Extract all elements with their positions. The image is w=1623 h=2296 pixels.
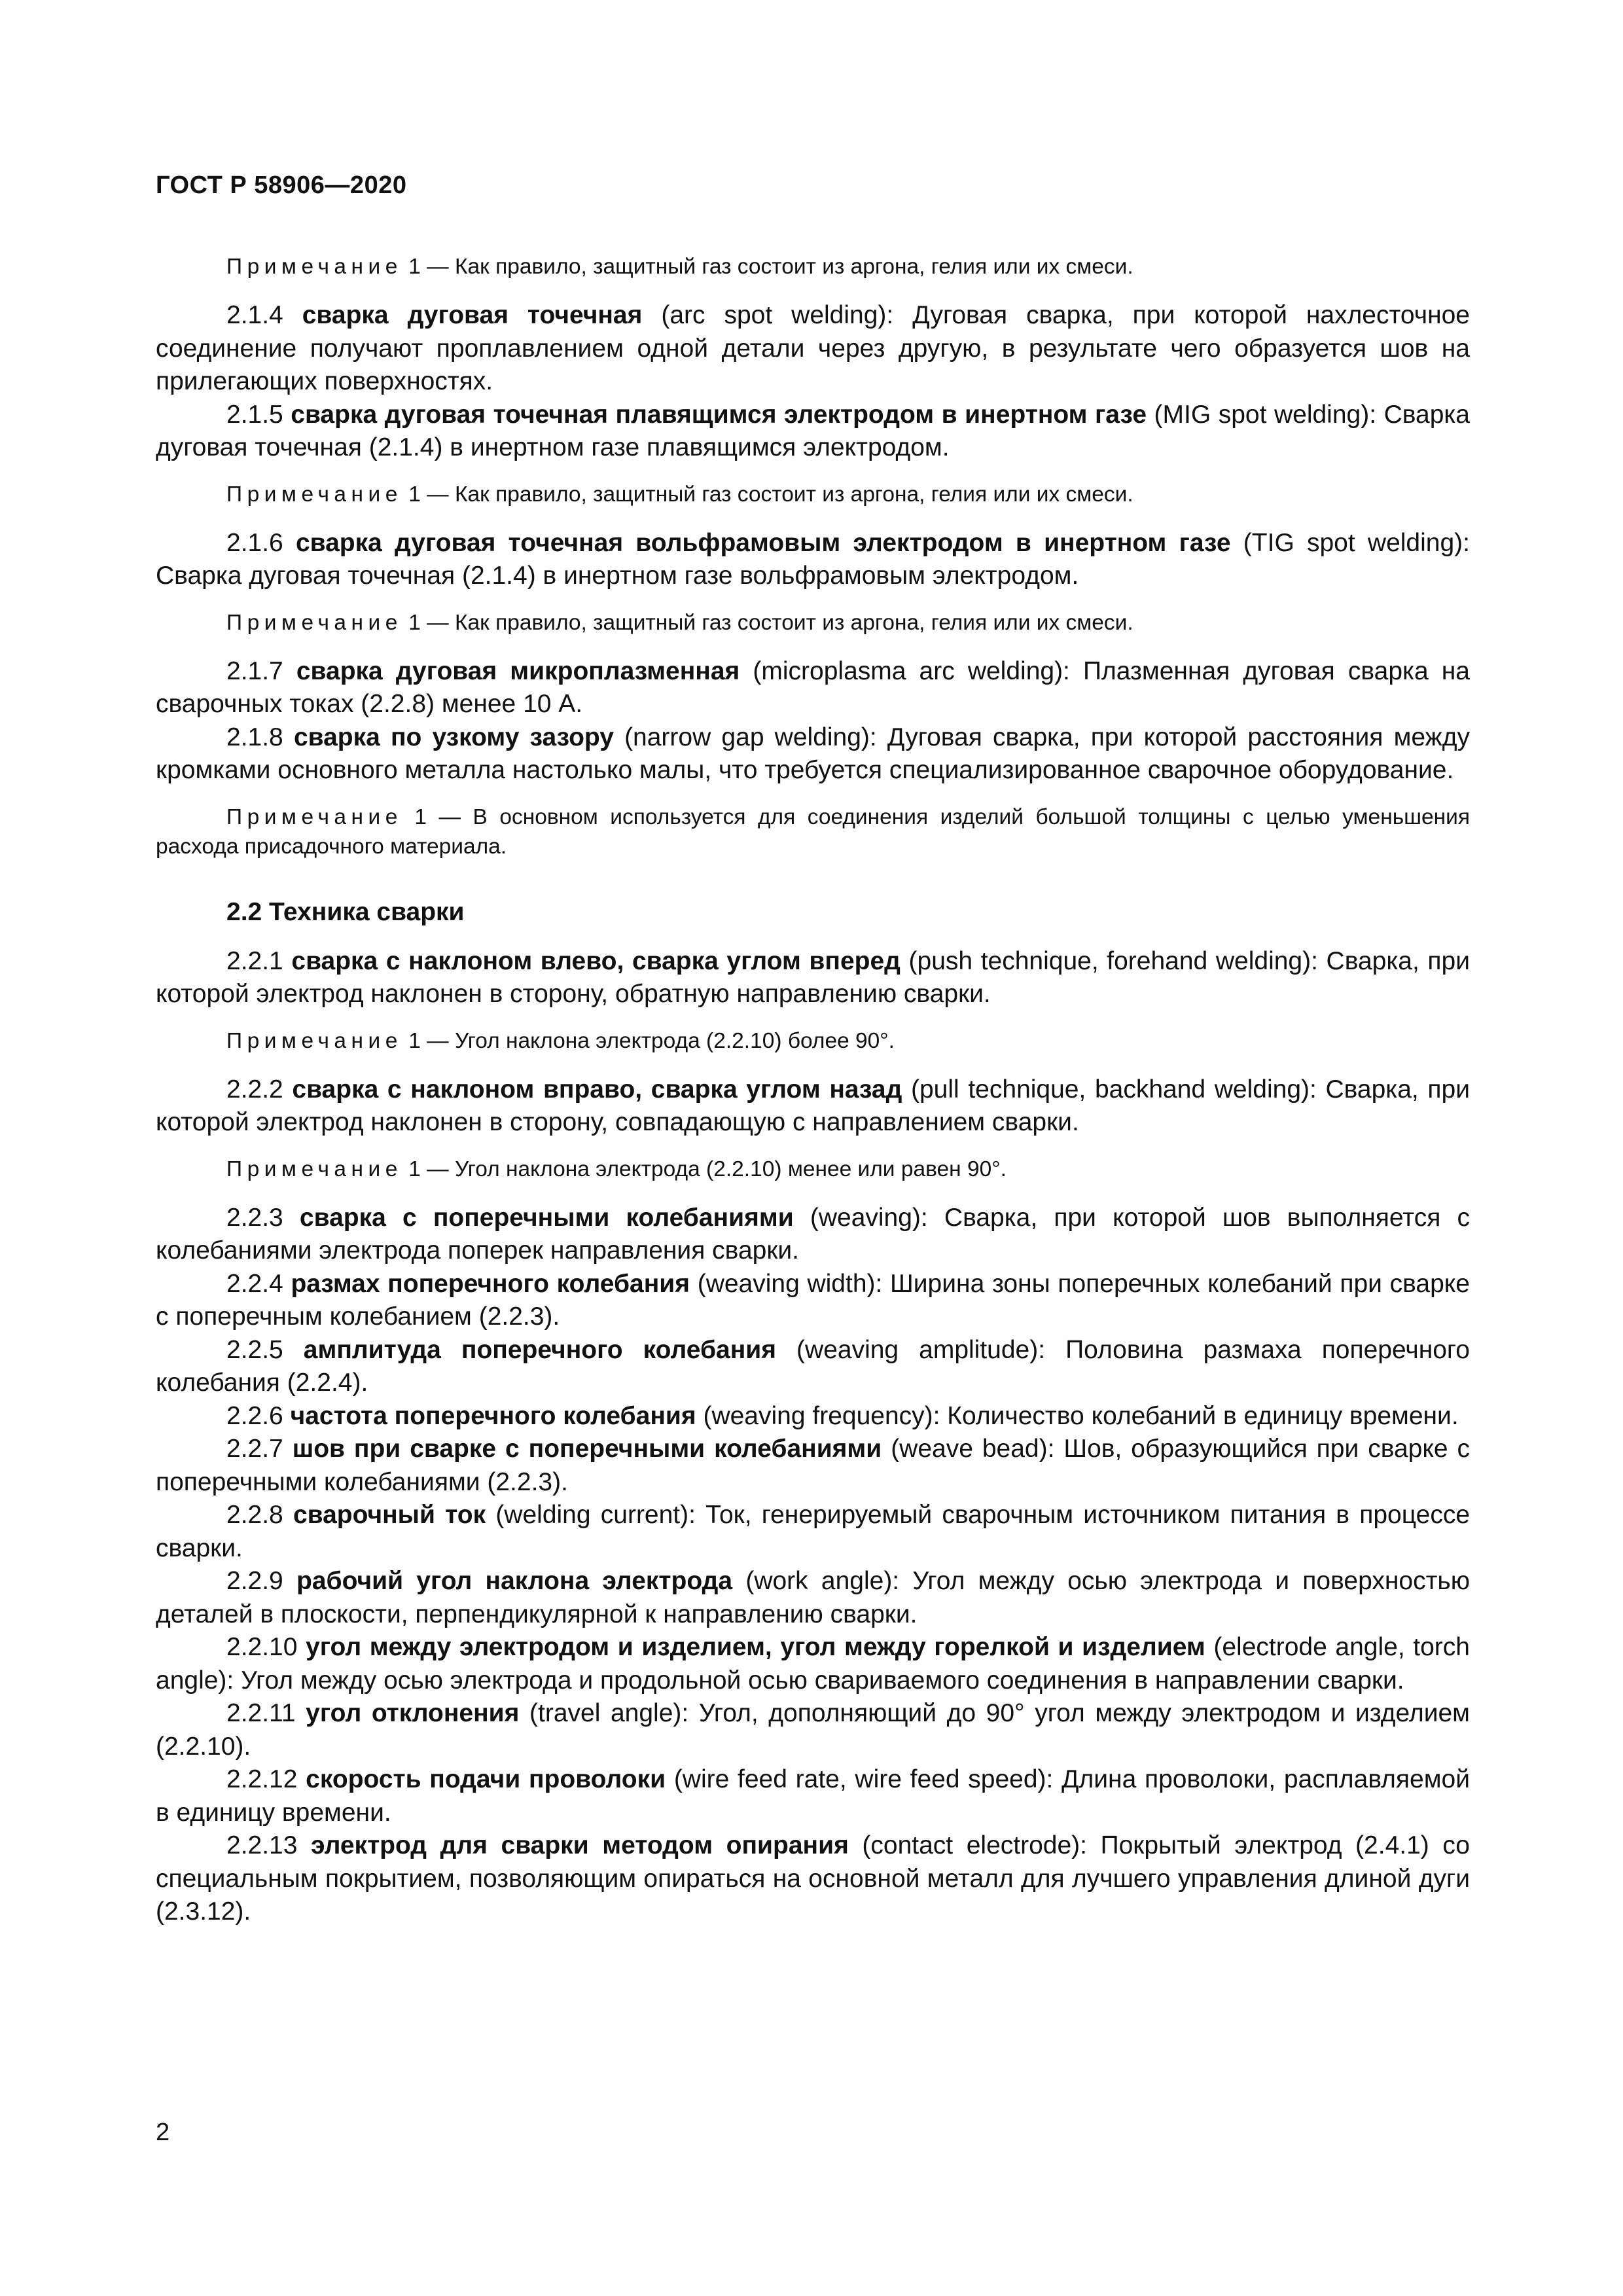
term-name: сварка с наклоном вправо, сварка углом назад: [292, 1075, 902, 1103]
term-name: амплитуда поперечного колебания: [303, 1335, 777, 1364]
term-entry: [156, 1763, 1470, 1829]
document-body: [156, 252, 1470, 1929]
term-definition: (wire feed rate, wire feed speed): Длина проволоки, расплавляемой в единицу времени.: [156, 1765, 1471, 1827]
term-number: 2.2.10: [226, 1633, 298, 1661]
note: [156, 608, 1470, 637]
term-number: 2.2.8: [226, 1501, 283, 1529]
note-separator: 1 —: [402, 1157, 455, 1181]
section-heading: 2.2 Техника сварки: [226, 897, 465, 926]
term-name: сварка дуговая микроплазменная: [296, 656, 740, 685]
term-number: 2.1.5: [226, 400, 283, 429]
term-definition: (MIG spot welding): Сварка дуговая точечная (2.1.4) в инертном газе плавящимся электродом.: [156, 400, 1470, 461]
term-entry: [156, 299, 1470, 399]
term-entry: [156, 1499, 1470, 1565]
note-separator: 1 —: [402, 255, 455, 279]
term-entry: [156, 399, 1470, 465]
note-text: В основном используется для соединения изделий большой толщины с целью уменьшения расхода присадочного материала.: [156, 804, 1471, 859]
term-entry: [156, 527, 1470, 593]
term-name: угол между электродом и изделием, угол между горелкой и изделием: [306, 1633, 1205, 1661]
term-definition: (arc spot welding): Дуговая сварка, при которой нахлесточное соединение получают проплавлением одной детали через другую, в результате чего образуется шов на прилегающих поверхностях.: [156, 301, 1470, 395]
note-label: Примечание: [226, 1028, 402, 1053]
term-number: 2.1.6: [226, 528, 283, 557]
term-number: 2.2.9: [226, 1567, 283, 1595]
term-number: 2.1.4: [226, 301, 283, 329]
term-entry: [156, 1433, 1470, 1499]
note-text: Как правило, защитный газ состоит из аргона, гелия или их смеси.: [454, 255, 1133, 279]
note-text: Угол наклона электрода (2.2.10) более 90°.: [454, 1028, 895, 1053]
term-number: 2.2.12: [226, 1765, 298, 1793]
term-definition: (push technique, forehand welding): Сварка, при которой электрод наклонен в сторону, обратную направлению сварки.: [156, 946, 1471, 1008]
term-definition: (work angle): Угол между осью электрода и поверхностью деталей в плоскости, перпендикулярной к направлению сварки.: [156, 1567, 1470, 1628]
term-entry: [156, 1334, 1470, 1400]
term-entry: [156, 1829, 1470, 1929]
term-entry: [156, 945, 1470, 1011]
note-separator: 1 —: [402, 482, 455, 507]
term-entry: [156, 655, 1470, 721]
term-definition: (electrode angle, torch angle): Угол между осью электрода и продольной осью свариваемого соединения в направлении сварки.: [156, 1633, 1470, 1695]
term-name: сварочный ток: [293, 1501, 486, 1529]
term-name: шов при сварке с поперечными колебаниями: [292, 1435, 882, 1463]
term-number: 2.2.11: [226, 1699, 296, 1727]
term-name: электрод для сварки методом опирания: [311, 1831, 849, 1859]
note-separator: 1 —: [402, 804, 473, 829]
note-text: Как правило, защитный газ состоит из аргона, гелия или их смеси.: [454, 610, 1133, 635]
term-name: сварка с поперечными колебаниями: [299, 1203, 794, 1232]
document-header: ГОСТ Р 58906—2020: [156, 171, 407, 199]
term-number: 2.2.2: [226, 1075, 283, 1103]
term-name: размах поперечного колебания: [291, 1269, 690, 1298]
page-number: 2: [156, 2119, 170, 2146]
note-text: Как правило, защитный газ состоит из аргона, гелия или их смеси.: [454, 482, 1133, 507]
term-number: 2.2.4: [226, 1269, 283, 1298]
term-number: 2.2.13: [226, 1831, 298, 1859]
note-label: Примечание: [226, 804, 402, 829]
term-definition: (microplasma arc welding): Плазменная дуговая сварка на сварочных токах (2.2.8) менее 10 А.: [156, 656, 1470, 718]
note-label: Примечание: [226, 610, 402, 635]
term-definition: (weaving): Сварка, при которой шов выполняется с колебаниями электрода поперек направления сварки.: [156, 1203, 1470, 1265]
term-entry: [156, 1202, 1470, 1268]
note-separator: 1 —: [402, 610, 455, 635]
note: [156, 1155, 1470, 1184]
term-definition: (pull technique, backhand welding): Сварка, при которой электрод наклонен в сторону, совпадающую с направлением сварки.: [156, 1075, 1470, 1136]
term-name: сварка дуговая точечная: [302, 301, 643, 329]
term-name: угол отклонения: [306, 1699, 520, 1727]
term-definition: (contact electrode): Покрытый электрод (2.4.1) со специальным покрытием, позволяющим опираться на основной металл для лучшего управления длиной дуги (2.3.12).: [156, 1831, 1470, 1926]
term-name: скорость подачи проволоки: [306, 1765, 666, 1793]
note: [156, 252, 1470, 281]
note: [156, 1026, 1470, 1056]
term-entry: [156, 1565, 1470, 1631]
term-definition: (weaving width): Ширина зоны поперечных колебаний при сварке с поперечным колебанием (2.2.3).: [156, 1269, 1470, 1331]
term-definition: (weaving frequency): Количество колебаний в единицу времени.: [696, 1401, 1459, 1430]
note-label: Примечание: [226, 482, 402, 507]
term-number: 2.2.5: [226, 1335, 283, 1364]
term-definition: (narrow gap welding): Дуговая сварка, при которой расстояния между кромками основного металла настолько малы, что требуется специализированное сварочное оборудование.: [156, 723, 1470, 784]
term-entry: [156, 1631, 1470, 1697]
term-number: 2.1.8: [226, 723, 283, 751]
term-name: рабочий угол наклона электрода: [296, 1567, 733, 1595]
term-name: сварка с наклоном влево, сварка углом вперед: [291, 946, 901, 975]
term-definition: (weaving amplitude): Половина размаха поперечного колебания (2.2.4).: [156, 1335, 1470, 1397]
term-definition: (welding current): Ток, генерируемый сварочным источником питания в процессе сварки.: [156, 1501, 1471, 1562]
term-name: сварка по узкому зазору: [293, 723, 614, 751]
term-definition: (travel angle): Угол, дополняющий до 90° угол между электродом и изделием (2.2.10).: [156, 1699, 1470, 1761]
term-number: 2.1.7: [226, 656, 283, 685]
term-number: 2.2.1: [226, 946, 283, 975]
note: [156, 480, 1470, 509]
term-definition: (TIG spot welding): Сварка дуговая точечная (2.1.4) в инертном газе вольфрамовым электродом.: [156, 528, 1470, 590]
term-number: 2.2.3: [226, 1203, 283, 1232]
note: [156, 802, 1470, 861]
term-name: сварка дуговая точечная плавящимся электродом в инертном газе: [291, 400, 1147, 429]
note-label: Примечание: [226, 1157, 402, 1181]
term-definition: (weave bead): Шов, образующийся при сварке с поперечными колебаниями (2.2.3).: [156, 1435, 1470, 1496]
term-entry: [156, 1073, 1470, 1139]
term-entry: [156, 1268, 1470, 1334]
term-entry: [156, 1400, 1470, 1433]
term-number: 2.2.6: [226, 1401, 283, 1430]
term-entry: [156, 721, 1470, 787]
note-separator: 1 —: [402, 1028, 455, 1053]
term-name: сварка дуговая точечная вольфрамовым электродом в инертном газе: [295, 528, 1231, 557]
term-number: 2.2.7: [226, 1435, 283, 1463]
note-label: Примечание: [226, 255, 402, 279]
note-text: Угол наклона электрода (2.2.10) менее или равен 90°.: [454, 1157, 1007, 1181]
term-entry: [156, 1697, 1470, 1763]
term-name: частота поперечного колебания: [290, 1401, 696, 1430]
